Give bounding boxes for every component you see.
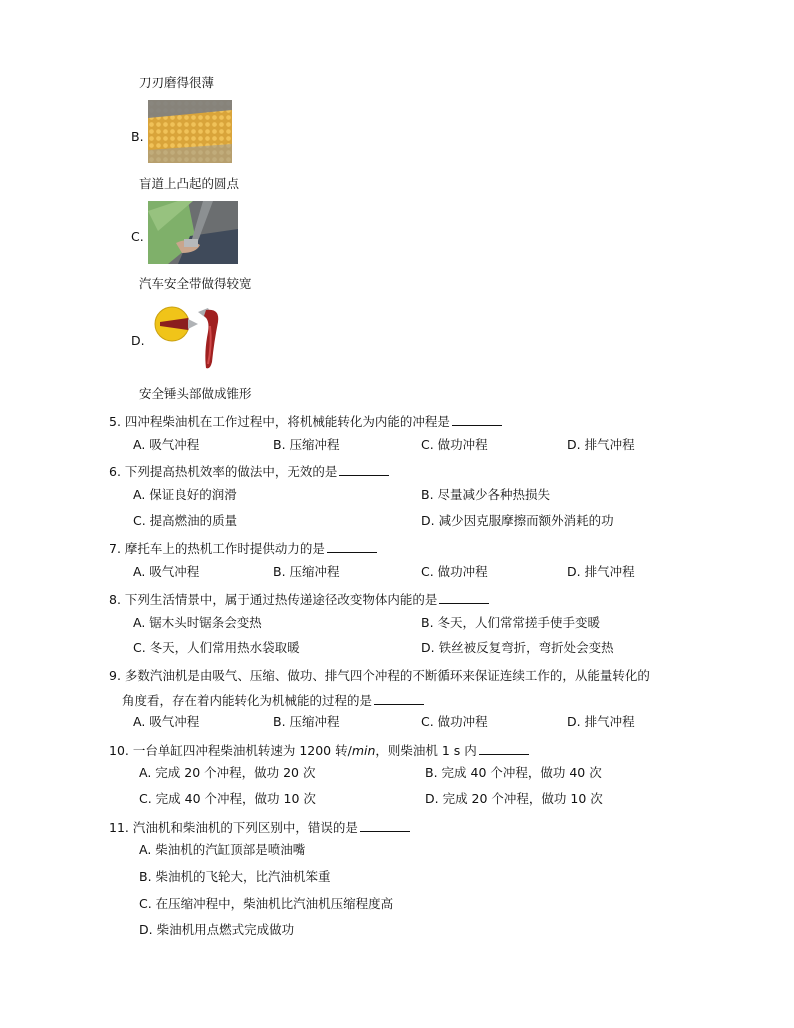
question-5-option-d: D. 排气冲程 bbox=[567, 437, 635, 452]
answer-blank bbox=[479, 742, 529, 755]
option-b-caption: 盲道上凸起的圆点 bbox=[139, 176, 240, 191]
safety-hammer-drawing bbox=[148, 302, 230, 372]
question-8-stem bbox=[109, 591, 489, 608]
question-9-option-d: D. 排气冲程 bbox=[567, 714, 635, 729]
answer-blank bbox=[327, 540, 377, 553]
question-7-option-b: B. 压缩冲程 bbox=[273, 564, 340, 579]
question-6-text: 6. 下列提高热机效率的做法中，无效的是 bbox=[109, 464, 338, 479]
question-9-option-a: A. 吸气冲程 bbox=[133, 714, 200, 729]
question-5-text: 5. 四冲程柴油机在工作过程中，将机械能转化为内能的冲程是 bbox=[109, 414, 450, 429]
question-11-stem bbox=[109, 819, 410, 836]
question-8-option-c: C. 冬天，人们常用热水袋取暖 bbox=[133, 640, 300, 655]
question-9-stem-line-2 bbox=[122, 692, 424, 709]
safety-hammer-image bbox=[148, 302, 230, 372]
question-5-option-a: A. 吸气冲程 bbox=[133, 437, 200, 452]
question-11-option-d: D. 柴油机用点燃式完成做功 bbox=[139, 922, 295, 937]
answer-blank bbox=[360, 819, 410, 832]
question-6-stem bbox=[109, 463, 389, 480]
answer-blank bbox=[439, 591, 489, 604]
question-7-option-c: C. 做功冲程 bbox=[421, 564, 488, 579]
seatbelt-drawing bbox=[148, 201, 238, 264]
question-7-option-d: D. 排气冲程 bbox=[567, 564, 635, 579]
seatbelt-image bbox=[148, 201, 238, 264]
question-6-option-c: C. 提高燃油的质量 bbox=[133, 513, 238, 528]
question-8-option-b: B. 冬天，人们常常搓手使手变暖 bbox=[421, 615, 601, 630]
option-d-letter: D. bbox=[131, 333, 145, 348]
question-6-option-d: D. 减少因克服摩擦而额外消耗的功 bbox=[421, 513, 614, 528]
question-5-option-b: B. 压缩冲程 bbox=[273, 437, 340, 452]
question-9-text: 角度看，存在着内能转化为机械能的过程的是 bbox=[122, 693, 373, 708]
question-10-stem bbox=[109, 742, 529, 759]
answer-blank bbox=[452, 413, 502, 426]
question-7-stem bbox=[109, 540, 377, 557]
option-d-caption: 安全锤头部做成锥形 bbox=[139, 386, 252, 401]
question-8-option-d: D. 铁丝被反复弯折，弯折处会变热 bbox=[421, 640, 614, 655]
question-7-option-a: A. 吸气冲程 bbox=[133, 564, 200, 579]
tactile-paving-shading bbox=[148, 100, 232, 163]
option-c-caption: 汽车安全带做得较宽 bbox=[139, 276, 252, 291]
question-5-stem bbox=[109, 413, 502, 430]
question-9-stem-line-1: 9. 多数汽油机是由吸气、压缩、做功、排气四个冲程的不断循环来保证连续工作的，从能量转化的 bbox=[109, 668, 650, 683]
question-9-option-b: B. 压缩冲程 bbox=[273, 714, 340, 729]
question-10-option-a: A. 完成 20 个冲程，做功 20 次 bbox=[139, 765, 316, 780]
option-a-caption: 刀刃磨得很薄 bbox=[139, 75, 215, 90]
question-8-option-a: A. 锯木头时锯条会变热 bbox=[133, 615, 262, 630]
question-10-option-b: B. 完成 40 个冲程，做功 40 次 bbox=[425, 765, 602, 780]
question-5-option-c: C. 做功冲程 bbox=[421, 437, 488, 452]
question-10-unit: min bbox=[351, 743, 376, 758]
question-10-option-d: D. 完成 20 个冲程，做功 10 次 bbox=[425, 791, 603, 806]
answer-blank bbox=[374, 692, 424, 705]
question-10-text-a: 10. 一台单缸四冲程柴油机转速为 1200 转/ bbox=[109, 743, 352, 758]
option-c-letter: C. bbox=[131, 229, 144, 244]
question-11-option-a: A. 柴油机的汽缸顶部是喷油嘴 bbox=[139, 842, 306, 857]
answer-blank bbox=[339, 463, 389, 476]
tactile-paving-image bbox=[148, 100, 232, 163]
question-10-text-b: ，则柴油机 1 s 内 bbox=[375, 743, 477, 758]
question-7-text: 7. 摩托车上的热机工作时提供动力的是 bbox=[109, 541, 325, 556]
question-9-option-c: C. 做功冲程 bbox=[421, 714, 488, 729]
question-6-option-b: B. 尽量减少各种热损失 bbox=[421, 487, 551, 502]
question-11-option-c: C. 在压缩冲程中，柴油机比汽油机压缩程度高 bbox=[139, 896, 394, 911]
question-6-option-a: A. 保证良好的润滑 bbox=[133, 487, 237, 502]
question-11-option-b: B. 柴油机的飞轮大，比汽油机笨重 bbox=[139, 869, 331, 884]
question-11-text: 11. 汽油机和柴油机的下列区别中，错误的是 bbox=[109, 820, 358, 835]
question-10-option-c: C. 完成 40 个冲程，做功 10 次 bbox=[139, 791, 316, 806]
question-8-text: 8. 下列生活情景中，属于通过热传递途径改变物体内能的是 bbox=[109, 592, 438, 607]
option-b-letter: B. bbox=[131, 129, 144, 144]
